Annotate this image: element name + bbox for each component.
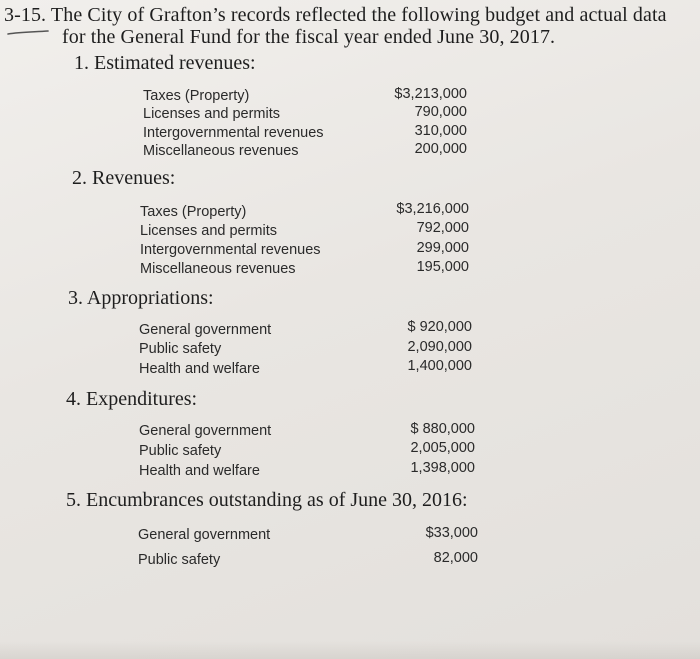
row-label: Licenses and permits xyxy=(143,106,281,122)
row-label: Licenses and permits xyxy=(140,223,278,239)
row-value: 2,005,000 xyxy=(410,440,475,456)
pen-underline-mark xyxy=(6,30,50,36)
row-value: 82,000 xyxy=(433,550,478,566)
section-heading-revenues: 2. Revenues: xyxy=(72,167,176,189)
problem-number: 3-15. xyxy=(4,4,47,26)
row-value: $33,000 xyxy=(425,525,478,541)
row-value: 1,398,000 xyxy=(410,460,475,476)
row-value: 2,090,000 xyxy=(407,339,472,355)
section-heading-expenditures: 4. Expenditures: xyxy=(66,388,198,410)
row-value: 310,000 xyxy=(414,123,467,139)
problem-text-line-1: The City of Grafton’s records reflected the following budget and actual data xyxy=(50,4,667,26)
row-label: Taxes (Property) xyxy=(140,204,247,220)
row-label: Taxes (Property) xyxy=(143,88,250,104)
row-value: 1,400,000 xyxy=(407,358,472,374)
row-label: General government xyxy=(138,527,271,543)
row-label: Public safety xyxy=(139,443,222,459)
row-value: 195,000 xyxy=(416,259,469,275)
section-heading-appropriations: 3. Appropriations: xyxy=(68,287,214,309)
row-label: Public safety xyxy=(139,341,222,357)
row-label: Miscellaneous revenues xyxy=(143,143,299,159)
row-label: Health and welfare xyxy=(139,361,260,377)
row-value: $3,216,000 xyxy=(396,201,469,217)
problem-text-line-2: for the General Fund for the fiscal year ended June 30, 2017. xyxy=(62,26,556,48)
section-heading-estimated-revenues: 1. Estimated revenues: xyxy=(74,52,256,74)
row-label: Miscellaneous revenues xyxy=(140,261,296,277)
section-heading-encumbrances: 5. Encumbrances outstanding as of June 30, 2016: xyxy=(66,489,468,511)
row-label: General government xyxy=(139,423,272,439)
row-value: $ 920,000 xyxy=(407,319,472,335)
row-value: $ 880,000 xyxy=(410,421,475,437)
row-label: Intergovernmental revenues xyxy=(140,242,321,258)
problem-statement-line-1 xyxy=(4,4,667,27)
row-value: 792,000 xyxy=(416,220,469,236)
row-label: Public safety xyxy=(138,552,221,568)
row-label: General government xyxy=(139,322,272,338)
row-value: $3,213,000 xyxy=(394,86,467,102)
row-label: Intergovernmental revenues xyxy=(143,125,324,141)
row-value: 299,000 xyxy=(416,240,469,256)
row-label: Health and welfare xyxy=(139,463,260,479)
row-value: 790,000 xyxy=(414,104,467,120)
row-value: 200,000 xyxy=(414,141,467,157)
page-bottom-shadow xyxy=(0,641,700,659)
